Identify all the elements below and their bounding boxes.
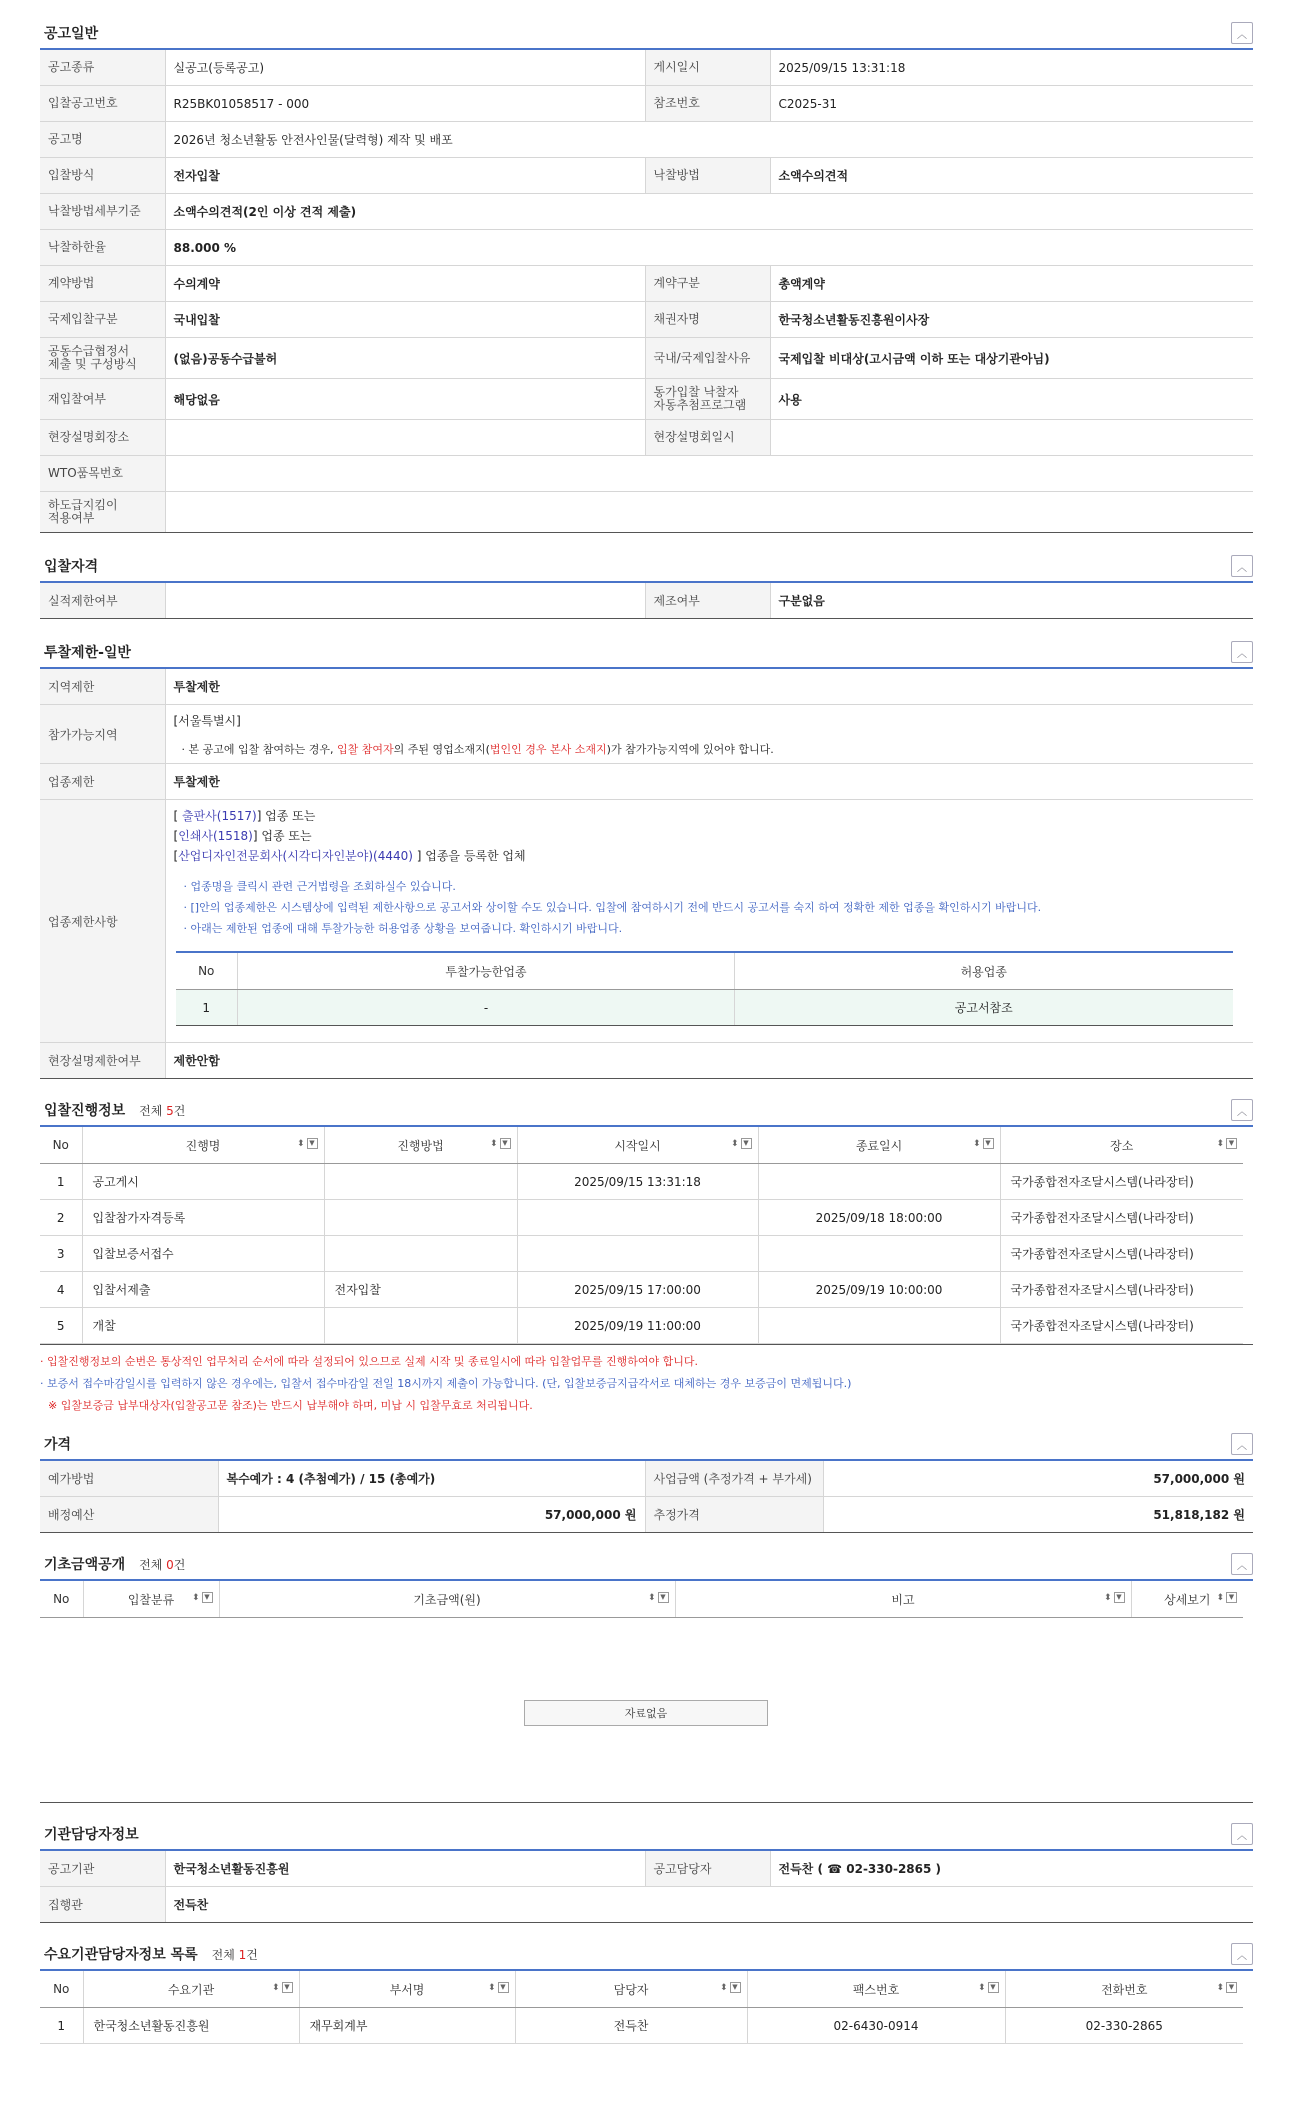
cell: 전자입찰 — [324, 1272, 517, 1308]
field-label: 공고기관 — [40, 1851, 165, 1887]
field-value: 실공고(등록공고) — [165, 50, 645, 86]
field-label: 참조번호 — [645, 86, 770, 122]
filter-dropdown-icon[interactable]: ▼ — [741, 1138, 752, 1149]
filter-dropdown-icon[interactable]: ▼ — [1114, 1592, 1125, 1603]
column-label: No — [52, 1138, 69, 1152]
industry-link-design[interactable]: 산업디자인전문회사(시각디자인분야)(4440) — [178, 849, 413, 863]
column-header[interactable] — [219, 1581, 675, 1618]
section-demand — [40, 1939, 1253, 2044]
field-value: R25BK01058517 - 000 — [165, 86, 645, 122]
column-header: 투찰가능한업종 — [238, 952, 735, 990]
demand-table — [40, 1971, 1243, 2044]
column-label: 시작일시 — [614, 1138, 661, 1153]
field-value: 51,818,182 원 — [823, 1497, 1253, 1533]
sort-arrows-icon: ⬍ — [489, 1138, 498, 1149]
column-label: No — [53, 1982, 70, 1996]
cell: 1 — [40, 2008, 83, 2044]
collapse-icon[interactable]: ︿ — [1231, 1099, 1253, 1121]
sort-icon[interactable] — [272, 1982, 293, 1993]
column-header[interactable] — [40, 1581, 83, 1618]
field-label: 낙찰방법 — [645, 158, 770, 194]
field-value: 2025/09/15 13:31:18 — [770, 50, 1253, 86]
cell: 공고서참조 — [735, 990, 1233, 1026]
column-header[interactable] — [758, 1127, 1000, 1164]
filter-dropdown-icon[interactable]: ▼ — [1226, 1138, 1237, 1149]
cell: 1 — [40, 1164, 82, 1200]
sort-icon[interactable] — [731, 1138, 752, 1149]
field-label: 실적제한여부 — [40, 583, 165, 619]
cell: - — [238, 990, 735, 1026]
sort-arrows-icon: ⬍ — [487, 1982, 496, 1993]
field-label: 공동수급협정서 제출 및 구성방식 — [40, 338, 165, 379]
section-general — [40, 18, 1253, 533]
cell: 2025/09/18 18:00:00 — [758, 1200, 1000, 1236]
section-title — [40, 1554, 185, 1574]
field-value — [165, 456, 1253, 492]
cell: 입찰참가자격등록 — [82, 1200, 324, 1236]
cell — [324, 1236, 517, 1272]
total-count — [212, 1946, 258, 1963]
field-value — [165, 420, 645, 456]
field-value: 2026년 청소년활동 안전사인물(달력형) 제작 및 배포 — [165, 122, 1253, 158]
sort-icon[interactable] — [1216, 1982, 1237, 1993]
section-header — [40, 1939, 1253, 1971]
field-label: 예가방법 — [40, 1461, 218, 1497]
industry-link-printer[interactable]: 인쇄사(1518) — [178, 829, 253, 843]
field-value: 전득찬 — [165, 1887, 1253, 1923]
count-suffix: 건 — [173, 1558, 186, 1572]
section-header — [40, 1095, 1253, 1127]
cell — [324, 1308, 517, 1344]
field-value: 복수예가 : 4 (추첨예가) / 15 (총예가) — [218, 1461, 645, 1497]
collapse-icon[interactable]: ︿ — [1231, 1433, 1253, 1455]
table-row[interactable] — [40, 1308, 1243, 1344]
general-row — [40, 379, 1253, 420]
sort-icon[interactable] — [1104, 1592, 1125, 1603]
field-label: 집행관 — [40, 1887, 165, 1923]
column-label: 기초금액(원) — [413, 1592, 481, 1607]
general-row — [40, 492, 1253, 533]
table-row[interactable] — [40, 1272, 1243, 1308]
filter-dropdown-icon[interactable]: ▼ — [498, 1982, 509, 1993]
column-header[interactable] — [1005, 1971, 1243, 2008]
section-header — [40, 1819, 1253, 1851]
bracket: [ — [173, 849, 179, 863]
general-row — [40, 50, 1253, 86]
sort-arrows-icon: ⬍ — [977, 1982, 986, 1993]
column-header[interactable] — [40, 1127, 82, 1164]
general-table — [40, 50, 1253, 533]
total-count — [139, 1556, 185, 1573]
field-label: 지역제한 — [40, 669, 165, 705]
sort-arrows-icon: ⬍ — [271, 1982, 280, 1993]
column-header[interactable] — [515, 1971, 747, 2008]
filter-dropdown-icon[interactable]: ▼ — [983, 1138, 994, 1149]
field-label: 재입찰여부 — [40, 379, 165, 420]
cell: 국가종합전자조달시스템(나라장터) — [1000, 1200, 1243, 1236]
field-label: 계약구분 — [645, 266, 770, 302]
general-row — [40, 266, 1253, 302]
field-label: 공고종류 — [40, 50, 165, 86]
note-text: 의 주된 영업소재지( — [393, 742, 490, 756]
note-text: )가 참가가능지역에 있어야 합니다. — [606, 742, 774, 756]
field-value — [165, 583, 645, 619]
section-header — [40, 1549, 1253, 1581]
empty-area — [40, 1618, 1253, 1803]
cell: 전득찬 — [515, 2008, 747, 2044]
sort-arrows-icon: ⬍ — [296, 1138, 305, 1149]
industry-note: · 업종명을 클릭시 관련 근거법령을 조회하실수 있습니다. — [183, 880, 456, 893]
column-label: 상세보기 — [1164, 1592, 1211, 1607]
column-label: 종료일시 — [855, 1138, 903, 1153]
general-row — [40, 338, 1253, 379]
field-value: 전득찬 ( ☎ 02-330-2865 ) — [770, 1851, 1253, 1887]
count-suffix: 건 — [173, 1104, 186, 1118]
section-progress — [40, 1095, 1253, 1417]
empty-message: 자료없음 — [524, 1700, 768, 1726]
field-label: 입찰방식 — [40, 158, 165, 194]
filter-dropdown-icon[interactable]: ▼ — [1226, 1592, 1237, 1603]
section-header — [40, 551, 1253, 583]
filter-dropdown-icon[interactable]: ▼ — [658, 1592, 669, 1603]
agency-table — [40, 1851, 1253, 1923]
sort-arrows-icon: ⬍ — [191, 1592, 200, 1603]
field-label: WTO품목번호 — [40, 456, 165, 492]
section-agency — [40, 1819, 1253, 1923]
count-prefix: 전체 — [139, 1558, 167, 1572]
cell: 2025/09/19 11:00:00 — [517, 1308, 758, 1344]
field-label: 제조여부 — [645, 583, 770, 619]
filter-dropdown-icon[interactable]: ▼ — [282, 1982, 293, 1993]
field-label: 배정예산 — [40, 1497, 218, 1533]
field-value: 투찰제한 — [165, 764, 1253, 800]
field-value — [165, 492, 1253, 533]
cell: 2 — [40, 1200, 82, 1236]
sort-icon[interactable] — [192, 1592, 213, 1603]
table-row[interactable] — [40, 1164, 1243, 1200]
column-header: 허용업종 — [735, 952, 1233, 990]
field-value: 총액계약 — [770, 266, 1253, 302]
section-header — [40, 18, 1253, 50]
note-text: · 본 공고에 입찰 참여하는 경우, — [181, 742, 337, 756]
field-value: 수의계약 — [165, 266, 645, 302]
filter-dropdown-icon[interactable]: ▼ — [1226, 1982, 1237, 1993]
cell: 재무회계부 — [299, 2008, 515, 2044]
field-label: 게시일시 — [645, 50, 770, 86]
field-label: 참가가능지역 — [40, 705, 165, 764]
industry-note: · []안의 업종제한은 시스템상에 입력된 제한사항으로 공고서와 상이할 수도 있습니다. 입찰에 참여하시기 전에 반드시 공고서를 숙지 하여 정확한 제한 업종을 확인하시기 바랍니다. — [183, 901, 1042, 914]
field-value: 구분없음 — [770, 583, 1253, 619]
column-header[interactable] — [83, 1971, 299, 2008]
sort-arrows-icon: ⬍ — [647, 1592, 656, 1603]
table-row[interactable] — [40, 2008, 1243, 2044]
cell — [758, 1164, 1000, 1200]
cell: 2025/09/15 13:31:18 — [517, 1164, 758, 1200]
sort-icon[interactable] — [1216, 1138, 1237, 1149]
general-row — [40, 456, 1253, 492]
cell: 02-330-2865 — [1005, 2008, 1243, 2044]
cell: 2025/09/15 17:00:00 — [517, 1272, 758, 1308]
count-number: 0 — [166, 1558, 174, 1572]
industry-line — [174, 806, 1246, 826]
section-title: 입찰자격 — [44, 559, 99, 575]
allowed-industry-table — [176, 951, 1233, 1026]
section-title: 투찰제한-일반 — [44, 645, 131, 661]
cell: 2025/09/19 10:00:00 — [758, 1272, 1000, 1308]
cell: 입찰서제출 — [82, 1272, 324, 1308]
field-value: 전자입찰 — [165, 158, 645, 194]
sort-icon[interactable] — [973, 1138, 994, 1149]
cell — [324, 1164, 517, 1200]
section-title — [40, 1944, 258, 1964]
sort-arrows-icon: ⬍ — [730, 1138, 739, 1149]
section-header — [40, 637, 1253, 669]
cell — [758, 1236, 1000, 1272]
column-label: 입찰분류 — [127, 1592, 175, 1607]
filter-dropdown-icon[interactable]: ▼ — [730, 1982, 741, 1993]
sort-icon[interactable] — [978, 1982, 999, 1993]
cell: 국가종합전자조달시스템(나라장터) — [1000, 1164, 1243, 1200]
cell: 02-6430-0914 — [747, 2008, 1005, 2044]
sort-arrows-icon: ⬍ — [972, 1138, 981, 1149]
field-value: (없음)공동수급불허 — [165, 338, 645, 379]
collapse-icon[interactable]: ︿ — [1231, 22, 1253, 44]
field-label: 입찰공고번호 — [40, 86, 165, 122]
cell: 국가종합전자조달시스템(나라장터) — [1000, 1272, 1243, 1308]
cell: 개찰 — [82, 1308, 324, 1344]
table-row — [176, 990, 1233, 1026]
note-highlight: 법인인 경우 본사 소재지 — [489, 742, 607, 756]
column-header[interactable] — [675, 1581, 1131, 1618]
section-title — [40, 1100, 185, 1120]
progress-table — [40, 1127, 1243, 1344]
section-title: 공고일반 — [44, 26, 99, 42]
column-header[interactable] — [83, 1581, 219, 1618]
progress-note: ※ 입찰보증금 납부대상자(입찰공고문 참조)는 반드시 납부해야 하며, 미납 시 입찰무효로 처리됩니다. — [48, 1399, 533, 1412]
column-header: No — [176, 952, 238, 990]
cell: 3 — [40, 1236, 82, 1272]
industry-suffix: ] 업종 또는 — [252, 829, 312, 843]
sort-icon[interactable] — [297, 1138, 318, 1149]
field-value: 사용 — [770, 379, 1253, 420]
field-label: 추정가격 — [645, 1497, 823, 1533]
sort-icon[interactable] — [1216, 1592, 1237, 1603]
sort-arrows-icon: ⬍ — [1216, 1982, 1224, 1993]
field-label: 낙찰방법세부기준 — [40, 194, 165, 230]
section-title: 기관담당자정보 — [44, 1827, 139, 1843]
sort-arrows-icon: ⬍ — [1103, 1592, 1112, 1603]
industry-cell — [165, 800, 1253, 1043]
column-header[interactable] — [324, 1127, 517, 1164]
general-row — [40, 420, 1253, 456]
column-label: No — [53, 1592, 70, 1606]
title-text: 입찰진행정보 — [44, 1103, 126, 1119]
collapse-icon[interactable]: ︿ — [1231, 641, 1253, 663]
cell — [758, 1308, 1000, 1344]
cell: 공고게시 — [82, 1164, 324, 1200]
sort-arrows-icon: ⬍ — [1216, 1592, 1224, 1603]
cell: 입찰보증서접수 — [82, 1236, 324, 1272]
sort-icon[interactable] — [490, 1138, 511, 1149]
column-label: 비고 — [891, 1592, 915, 1607]
field-value: 제한안함 — [165, 1043, 1253, 1079]
cell: 한국청소년활동진흥원 — [83, 2008, 299, 2044]
sort-icon[interactable] — [720, 1982, 741, 1993]
title-text: 수요기관담당자정보 목록 — [44, 1947, 198, 1963]
cell: 5 — [40, 1308, 82, 1344]
field-value: 88.000 % — [165, 230, 1253, 266]
column-header[interactable] — [747, 1971, 1005, 2008]
sort-arrows-icon: ⬍ — [1216, 1138, 1224, 1149]
column-header[interactable] — [517, 1127, 758, 1164]
field-label: 공고담당자 — [645, 1851, 770, 1887]
field-label: 계약방법 — [40, 266, 165, 302]
note-highlight: 입찰 참여자 — [336, 742, 394, 756]
field-label: 낙찰하한율 — [40, 230, 165, 266]
field-label: 채권자명 — [645, 302, 770, 338]
field-label: 동가입찰 낙찰자 자동추첨프로그램 — [645, 379, 770, 420]
column-label: 전화번호 — [1101, 1982, 1148, 1997]
area-note — [174, 741, 1246, 757]
bid-limit-table — [40, 669, 1253, 1079]
column-label: 담당자 — [613, 1982, 649, 1997]
price-table — [40, 1461, 1253, 1533]
section-bid-limit — [40, 637, 1253, 1079]
field-label: 국내/국제입찰사유 — [645, 338, 770, 379]
base-amount-table — [40, 1581, 1243, 1618]
column-label: 장소 — [1110, 1138, 1134, 1153]
sort-icon[interactable] — [648, 1592, 669, 1603]
general-row — [40, 86, 1253, 122]
column-label: 팩스번호 — [852, 1982, 900, 1997]
filter-dropdown-icon[interactable]: ▼ — [307, 1138, 318, 1149]
cell: 국가종합전자조달시스템(나라장터) — [1000, 1236, 1243, 1272]
field-value: 국제입찰 비대상(고시금액 이하 또는 대상기관아님) — [770, 338, 1253, 379]
industry-note: · 아래는 제한된 업종에 대해 투찰가능한 허용업종 상황을 보여줍니다. 확인하시기 바랍니다. — [183, 922, 623, 935]
count-suffix: 건 — [246, 1948, 258, 1962]
progress-note: · 입찰진행정보의 순번은 통상적인 업무처리 순서에 따라 설정되어 있으므로 실제 시작 및 종료일시에 따라 입찰업무를 진행하여야 합니다. — [40, 1355, 698, 1368]
field-label: 현장설명제한여부 — [40, 1043, 165, 1079]
progress-note: · 보증서 접수마감일시를 입력하지 않은 경우에는, 입찰서 접수마감일 전일 18시까지 제출이 가능합니다. (단, 입찰보증금지급각서로 대체하는 경우 보증금이 면제됩니다.) — [40, 1377, 852, 1390]
field-value: 57,000,000 원 — [823, 1461, 1253, 1497]
field-label: 업종제한사항 — [40, 800, 165, 1043]
general-row — [40, 302, 1253, 338]
field-label: 공고명 — [40, 122, 165, 158]
collapse-icon[interactable]: ︿ — [1231, 1823, 1253, 1845]
collapse-icon[interactable]: ︿ — [1231, 1943, 1253, 1965]
section-header — [40, 1429, 1253, 1461]
bracket: [ — [173, 809, 182, 823]
section-title: 가격 — [44, 1437, 72, 1453]
column-label: 진행방법 — [397, 1138, 444, 1153]
field-value: 해당없음 — [165, 379, 645, 420]
field-value: 소액수의견적(2인 이상 견적 제출) — [165, 194, 1253, 230]
table-row[interactable] — [40, 1236, 1243, 1272]
page — [40, 0, 1253, 2044]
column-label: 부서명 — [389, 1982, 425, 1997]
title-text: 기초금액공개 — [44, 1557, 126, 1573]
field-value — [770, 420, 1253, 456]
count-number: 1 — [238, 1948, 247, 1962]
area-value: [서울특별시] — [173, 713, 241, 728]
general-row — [40, 194, 1253, 230]
field-label: 현장설명회일시 — [645, 420, 770, 456]
column-header[interactable] — [1131, 1581, 1243, 1618]
cell — [517, 1236, 758, 1272]
column-label: 수요기관 — [167, 1982, 215, 1997]
count-prefix: 전체 — [139, 1104, 167, 1118]
count-prefix: 전체 — [211, 1948, 239, 1962]
field-value: 소액수의견적 — [770, 158, 1253, 194]
section-price — [40, 1429, 1253, 1533]
cell: 국가종합전자조달시스템(나라장터) — [1000, 1308, 1243, 1344]
sort-icon[interactable] — [488, 1982, 509, 1993]
column-header[interactable] — [1000, 1127, 1243, 1164]
filter-dropdown-icon[interactable]: ▼ — [988, 1982, 999, 1993]
collapse-icon[interactable]: ︿ — [1231, 555, 1253, 577]
cell — [517, 1200, 758, 1236]
field-value: 투찰제한 — [165, 669, 1253, 705]
filter-dropdown-icon[interactable]: ▼ — [202, 1592, 213, 1603]
total-count — [139, 1102, 185, 1119]
general-row — [40, 158, 1253, 194]
field-value: 한국청소년활동진흥원이사장 — [770, 302, 1253, 338]
section-base-amount — [40, 1549, 1253, 1803]
industry-line — [174, 826, 1246, 846]
general-row — [40, 230, 1253, 266]
general-row — [40, 122, 1253, 158]
cell: 1 — [176, 990, 238, 1026]
column-header[interactable] — [40, 1971, 83, 2008]
field-label: 국제입찰구분 — [40, 302, 165, 338]
count-number: 5 — [166, 1104, 174, 1118]
industry-line — [174, 846, 1246, 866]
field-label: 현장설명회장소 — [40, 420, 165, 456]
cell: 4 — [40, 1272, 82, 1308]
column-header[interactable] — [82, 1127, 324, 1164]
field-value: 57,000,000 원 — [218, 1497, 645, 1533]
qualification-table — [40, 583, 1253, 619]
cell — [324, 1200, 517, 1236]
industry-suffix: ] 업종 또는 — [256, 809, 316, 823]
field-value: 국내입찰 — [165, 302, 645, 338]
field-label: 업종제한 — [40, 764, 165, 800]
column-header[interactable] — [299, 1971, 515, 2008]
sort-arrows-icon: ⬍ — [719, 1982, 728, 1993]
area-cell — [165, 705, 1253, 764]
field-value: 한국청소년활동진흥원 — [165, 1851, 645, 1887]
bracket: [ — [173, 829, 179, 843]
section-qualification — [40, 551, 1253, 619]
field-label: 사업금액 (추정가격 + 부가세) — [645, 1461, 823, 1497]
collapse-icon[interactable]: ︿ — [1231, 1553, 1253, 1575]
table-row[interactable] — [40, 1200, 1243, 1236]
industry-suffix: ] 업종을 등록한 업체 — [412, 849, 526, 863]
industry-link-publisher[interactable]: 출판사(1517) — [182, 809, 257, 823]
column-label: 진행명 — [185, 1138, 221, 1153]
field-label: 하도급지킴이 적용여부 — [40, 492, 165, 533]
field-value: C2025-31 — [770, 86, 1253, 122]
filter-dropdown-icon[interactable]: ▼ — [500, 1138, 511, 1149]
